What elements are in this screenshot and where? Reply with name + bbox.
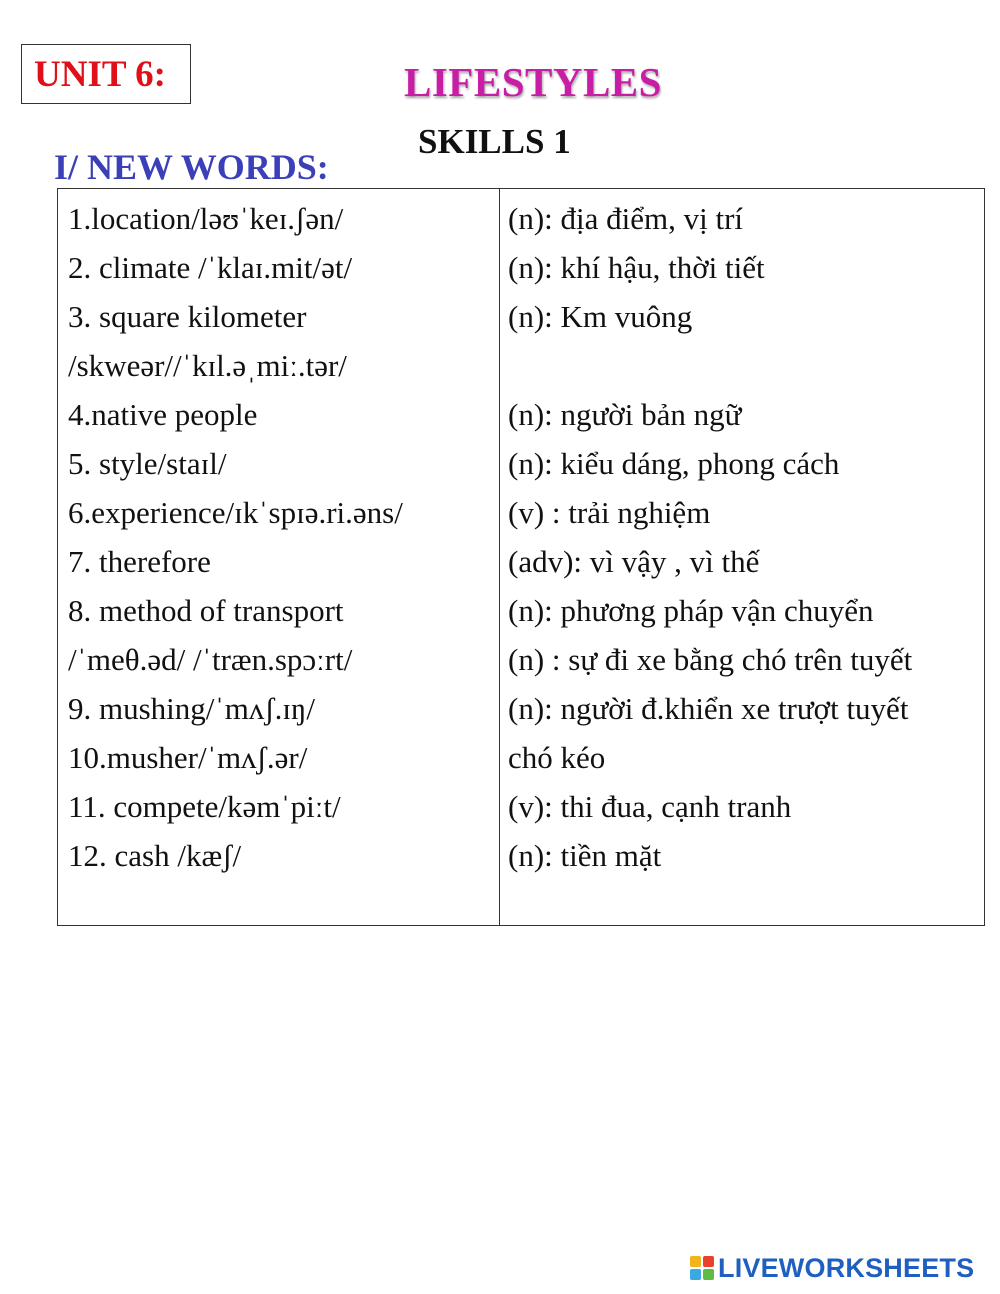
liveworksheets-logo xyxy=(690,1252,974,1284)
vocabulary-term-line: 8. method of transport xyxy=(68,593,344,628)
page-subtitle: SKILLS 1 xyxy=(418,122,571,161)
vocabulary-meaning-line: (v) : trải nghiệm xyxy=(508,495,711,530)
vocabulary-meaning-line: (n) : sự đi xe bằng chó trên tuyết xyxy=(508,642,913,677)
vocabulary-meanings-column xyxy=(508,197,912,883)
vocabulary-term-line: 5. style/staɪl/ xyxy=(68,446,227,481)
vocabulary-meaning-line: chó kéo xyxy=(508,740,606,775)
vocabulary-term-line: /ˈmeθ.əd/ /ˈtræn.spɔːrt/ xyxy=(68,642,353,677)
unit-label: UNIT 6: xyxy=(34,54,166,95)
vocabulary-meaning-line: (n): tiền mặt xyxy=(508,838,662,873)
vocabulary-meaning-line: (n): người bản ngữ xyxy=(508,397,742,432)
vocabulary-term-line: 2. climate /ˈklaɪ.mit/ət/ xyxy=(68,250,353,285)
brand-name: LIVEWORKSHEETS xyxy=(718,1252,975,1283)
vocabulary-term-line: 4.native people xyxy=(68,397,258,432)
vocabulary-table xyxy=(57,188,985,926)
logo-square-4 xyxy=(703,1269,714,1280)
unit-label-box xyxy=(21,44,191,104)
logo-square-2 xyxy=(703,1256,714,1267)
vocabulary-meaning-line: (n): phương pháp vận chuyển xyxy=(508,593,874,628)
liveworksheets-icon xyxy=(690,1256,714,1280)
vocabulary-meaning-line: (adv): vì vậy , vì thế xyxy=(508,544,760,579)
vocabulary-term-line: 3. square kilometer xyxy=(68,299,307,334)
vocabulary-term-line: 11. compete/kəmˈpiːt/ xyxy=(68,789,341,824)
vocabulary-term-line: 6.experience/ɪkˈspɪə.ri.əns/ xyxy=(68,495,403,530)
vocabulary-term-line: 7. therefore xyxy=(68,544,211,579)
vocabulary-meaning-line: (n): địa điểm, vị trí xyxy=(508,201,744,236)
page-title: LIFESTYLES xyxy=(404,59,662,105)
logo-square-3 xyxy=(690,1269,701,1280)
vocabulary-terms-column xyxy=(68,197,403,883)
vocabulary-term-line: 1.location/ləʊˈkeɪ.ʃən/ xyxy=(68,201,344,236)
column-divider xyxy=(499,189,500,925)
vocabulary-term-line: 10.musher/ˈmʌʃ.ər/ xyxy=(68,740,308,775)
vocabulary-meaning-line: (n): người đ.khiển xe trượt tuyết xyxy=(508,691,909,726)
vocabulary-meaning-line xyxy=(508,344,912,393)
vocabulary-term-line: 12. cash /kæʃ/ xyxy=(68,838,242,873)
vocabulary-meaning-line: (n): kiểu dáng, phong cách xyxy=(508,446,840,481)
vocabulary-term-line: /skweər//ˈkɪl.əˌmiː.tər/ xyxy=(68,348,347,383)
logo-square-1 xyxy=(690,1256,701,1267)
vocabulary-meaning-line: (v): thi đua, cạnh tranh xyxy=(508,789,792,824)
vocabulary-term-line: 9. mushing/ˈmʌʃ.ɪŋ/ xyxy=(68,691,315,726)
vocabulary-meaning-line: (n): Km vuông xyxy=(508,299,693,334)
vocabulary-meaning-line: (n): khí hậu, thời tiết xyxy=(508,250,765,285)
section-title: I/ NEW WORDS: xyxy=(54,147,329,187)
